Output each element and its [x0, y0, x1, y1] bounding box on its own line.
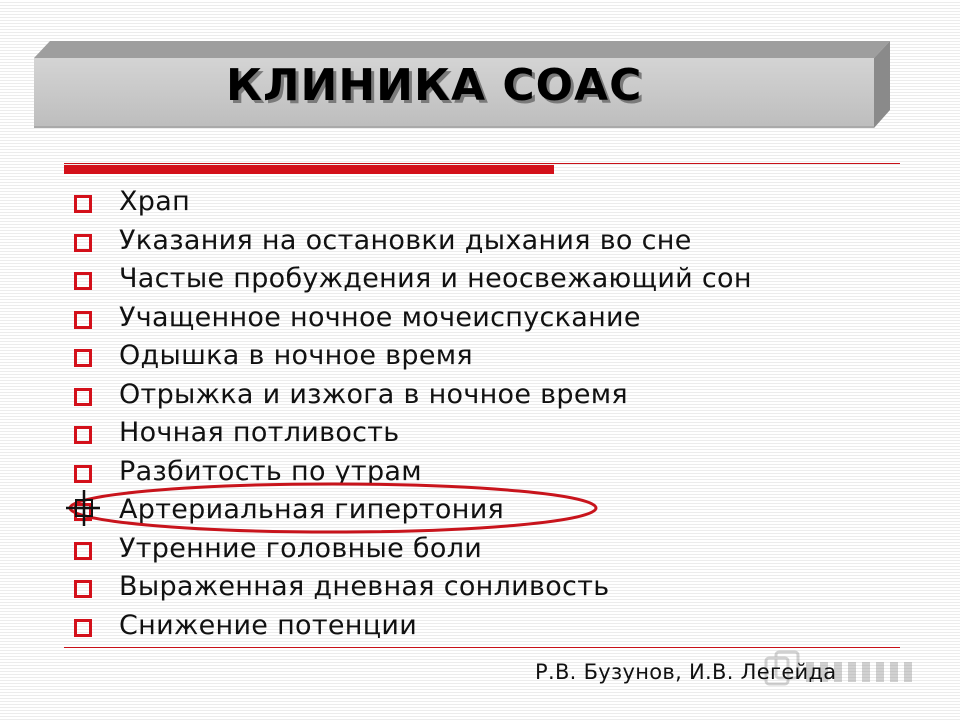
- hollow-square-icon: [74, 234, 92, 252]
- list-item-label: Ночная потливость: [119, 417, 400, 448]
- list-item-label: Артериальная гипертония: [119, 494, 505, 525]
- hollow-square-icon: [74, 542, 92, 560]
- list-item-label: Учащенное ночное мочеиспускание: [119, 301, 641, 333]
- hollow-square-icon: [74, 388, 92, 406]
- title-bar: [0, 0, 960, 140]
- accent-bar: [64, 165, 554, 174]
- list-item-label: Выраженная дневная сонливость: [119, 571, 610, 602]
- list-item-label: Утренние головные боли: [119, 532, 483, 564]
- hollow-square-icon: [74, 426, 92, 444]
- divider-top: [64, 163, 900, 164]
- list-item-label: Отрыжка и изжога в ночное время: [119, 378, 628, 410]
- hollow-square-icon: [74, 580, 92, 598]
- hollow-square-icon: [74, 311, 92, 329]
- authors-caption: Р.В. Бузунов, И.В. Легейда: [535, 660, 837, 684]
- list-item-label: Храп: [119, 186, 191, 217]
- list-item-label: Разбитость по утрам: [119, 455, 422, 487]
- list-item-label: Снижение потенции: [119, 609, 418, 641]
- hollow-square-icon: [74, 465, 92, 483]
- list-item-label: Указания на остановки дыхания во сне: [119, 224, 692, 256]
- hollow-square-icon: [74, 503, 92, 521]
- hollow-square-icon: [74, 195, 92, 213]
- hollow-square-icon: [74, 272, 92, 290]
- slide-title: КЛИНИКА СОАС: [226, 60, 643, 111]
- hollow-square-icon: [74, 349, 92, 367]
- list-item-label: Одышка в ночное время: [119, 340, 473, 371]
- hollow-square-icon: [74, 619, 92, 637]
- list-item-label: Частые пробуждения и неосвежающий сон: [119, 263, 752, 294]
